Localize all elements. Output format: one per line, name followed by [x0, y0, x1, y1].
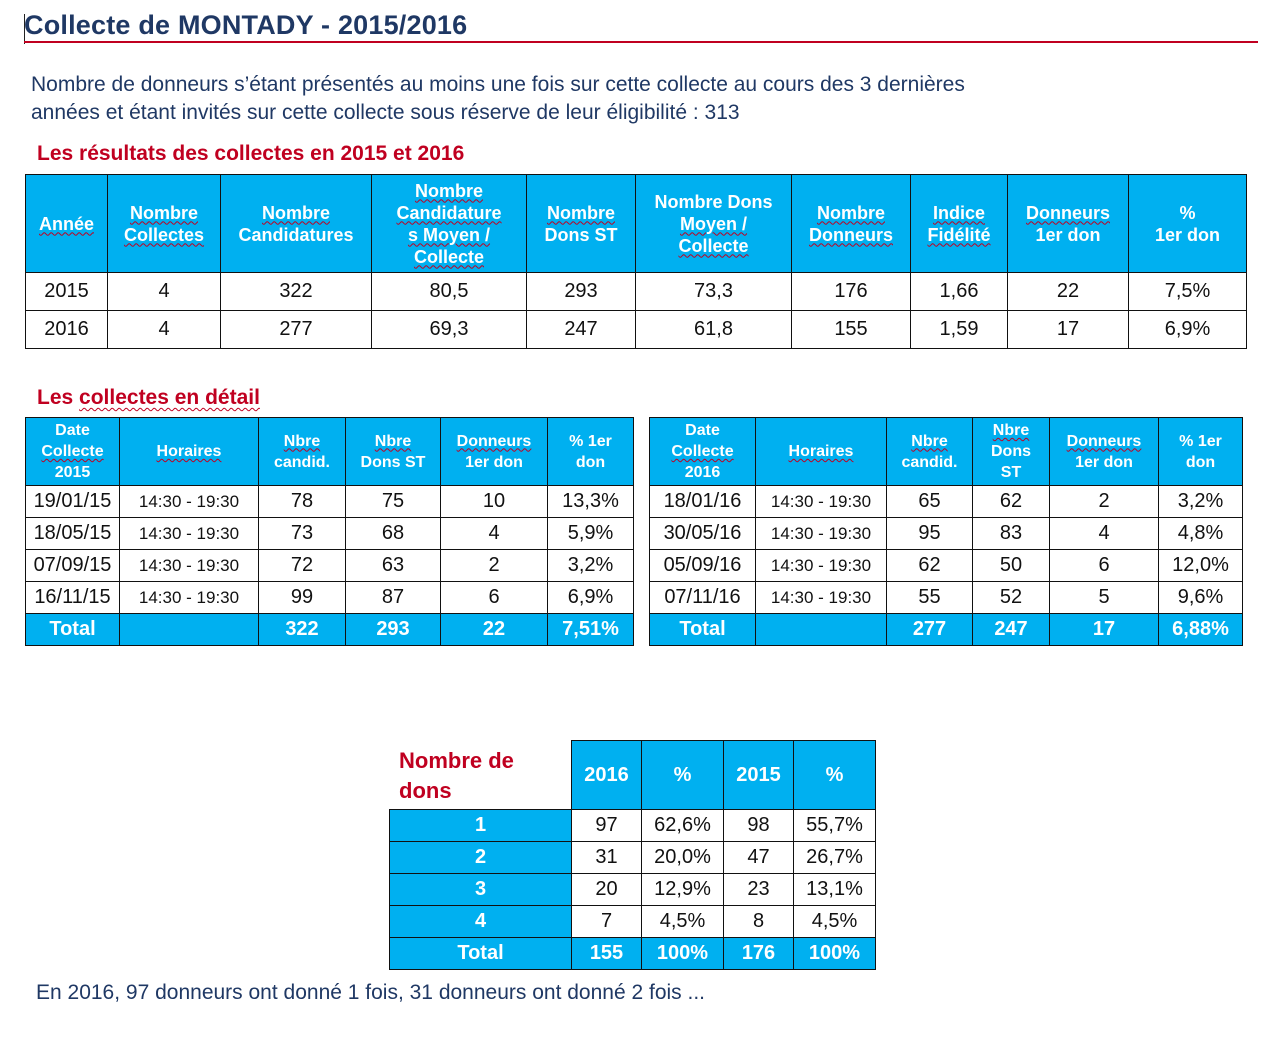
detail-2016-row	[650, 486, 1243, 518]
dons-table	[389, 740, 876, 970]
results-header-3-line-2: s Moyen /	[407, 224, 491, 245]
results-table	[25, 174, 1247, 349]
detail-2015-header-4-line-0: Donneurs	[456, 432, 532, 450]
detail-2015-header-0-line-1: Collecte	[41, 443, 104, 460]
dons-cell: 26,7%	[794, 842, 876, 874]
detail-2015-header-3-line-0: Nbre	[374, 432, 412, 450]
dons-cell: 2	[390, 842, 572, 874]
detail-2016-header-0-line-2: 2016	[684, 464, 721, 481]
dons-total-cell: 176	[724, 938, 794, 970]
detail-section-title-prefix: Les	[37, 386, 80, 409]
detail-2016-cell: 4,8%	[1159, 518, 1243, 550]
results-header-5-line-2: Collecte	[678, 235, 749, 256]
dons-total-cell: Total	[390, 938, 572, 970]
detail-2015-cell: 10	[441, 486, 548, 518]
detail-2015-header-1	[120, 418, 259, 486]
results-header-3-line-1: Candidature	[396, 202, 502, 223]
detail-2016-cell: 52	[973, 582, 1050, 614]
detail-2015-cell: 6,9%	[548, 582, 634, 614]
detail-2016-cell: 07/11/16	[650, 582, 756, 614]
footnote: En 2016, 97 donneurs ont donné 1 fois, 31 donneurs ont donné 2 fois ...	[36, 981, 706, 1004]
results-header-3-line-0: Nombre	[414, 180, 483, 201]
detail-2015-cell: 72	[259, 550, 346, 582]
dons-cell: 55,7%	[794, 810, 876, 842]
detail-2015-row	[26, 486, 634, 518]
dons-cell: 4,5%	[794, 906, 876, 938]
results-header-2-line-0: Nombre	[261, 202, 330, 223]
detail-2015-cell: 14:30 - 19:30	[120, 518, 259, 550]
detail-2016-row	[650, 582, 1243, 614]
detail-2016-header-5-line-1: don	[1185, 453, 1216, 471]
detail-2015-header-2	[259, 418, 346, 486]
dons-cell: 20	[572, 874, 642, 906]
detail-2016-total-cell: 277	[887, 614, 973, 646]
results-header-4-line-0: Nombre	[546, 202, 615, 223]
detail-2016-cell: 9,6%	[1159, 582, 1243, 614]
results-header-2	[221, 175, 372, 273]
detail-2015-header-5-line-0: % 1er	[569, 432, 612, 450]
results-header-6-line-0: Nombre	[816, 202, 885, 223]
detail-2015-total-cell: 22	[441, 614, 548, 646]
results-2015-cell: 322	[221, 273, 372, 311]
detail-2016-header-3-line-0: Nbre	[992, 422, 1030, 439]
detail-section-title-rest: collectes en détail	[79, 386, 260, 409]
detail-table-2015	[25, 417, 634, 646]
dons-header-blank	[390, 741, 572, 810]
dons-row	[390, 842, 876, 874]
dons-header-row	[390, 741, 876, 810]
results-header-0-line-0: Année	[38, 213, 94, 234]
intro-line-2: années et étant invités sur cette collecte sous réserve de leur éligibilité : 313	[31, 101, 740, 124]
detail-2015-header-1-line-0: Horaires	[156, 443, 222, 460]
results-2015-cell: 73,3	[636, 273, 792, 311]
results-header-8-line-0: Donneurs	[1025, 202, 1110, 223]
dons-cell: 31	[572, 842, 642, 874]
detail-2016-cell: 12,0%	[1159, 550, 1243, 582]
detail-2015-cell: 99	[259, 582, 346, 614]
detail-2015-total-cell: 7,51%	[548, 614, 634, 646]
results-header-4	[527, 175, 636, 273]
results-2015-cell: 4	[108, 273, 221, 311]
detail-2015-cell: 87	[346, 582, 441, 614]
dons-total-cell: 100%	[642, 938, 724, 970]
detail-2015-row	[26, 550, 634, 582]
detail-2015-header-3-line-1: Dons ST	[360, 453, 426, 471]
dons-header-3: %	[794, 741, 876, 810]
detail-2016-header-3	[973, 418, 1050, 486]
dons-total-cell: 155	[572, 938, 642, 970]
results-2016-cell: 1,59	[911, 311, 1008, 349]
results-header-1	[108, 175, 221, 273]
results-header-1-line-1: Collectes	[123, 224, 205, 245]
detail-2015-cell: 14:30 - 19:30	[120, 486, 259, 518]
results-header-5-line-0: Nombre Dons	[654, 191, 773, 212]
results-2016-cell: 277	[221, 311, 372, 349]
detail-2016-header-1	[756, 418, 887, 486]
detail-2015-cell: 3,2%	[548, 550, 634, 582]
dons-total-cell: 100%	[794, 938, 876, 970]
detail-2015-cell: 18/05/15	[26, 518, 120, 550]
detail-2015-total-row	[26, 614, 634, 646]
detail-2016-total-cell: 247	[973, 614, 1050, 646]
dons-total-row	[390, 938, 876, 970]
dons-cell: 1	[390, 810, 572, 842]
results-2015-cell: 22	[1008, 273, 1129, 311]
detail-2016-cell: 30/05/16	[650, 518, 756, 550]
detail-2016-header-4	[1050, 418, 1159, 486]
dons-cell: 4	[390, 906, 572, 938]
dons-cell: 20,0%	[642, 842, 724, 874]
results-header-6-line-1: Donneurs	[808, 224, 893, 245]
detail-2015-cell: 07/09/15	[26, 550, 120, 582]
results-header-2-line-1: Candidatures	[238, 224, 354, 245]
dons-row	[390, 810, 876, 842]
detail-2015-cell: 16/11/15	[26, 582, 120, 614]
dons-cell: 8	[724, 906, 794, 938]
results-2016-cell: 155	[792, 311, 911, 349]
detail-2016-cell: 4	[1050, 518, 1159, 550]
detail-2016-cell: 5	[1050, 582, 1159, 614]
results-header-row	[26, 175, 1247, 273]
detail-2016-cell: 55	[887, 582, 973, 614]
dons-header-0: 2016	[572, 741, 642, 810]
detail-2015-header-4	[441, 418, 548, 486]
detail-2016-header-0-line-1: Collecte	[671, 443, 734, 460]
detail-2015-row	[26, 582, 634, 614]
detail-2016-row	[650, 518, 1243, 550]
results-header-7-line-0: Indice	[932, 202, 985, 223]
results-header-4-line-1: Dons ST	[544, 224, 618, 245]
results-header-9-line-1: 1er don	[1154, 224, 1220, 245]
dons-cell: 47	[724, 842, 794, 874]
results-2016-cell: 69,3	[372, 311, 527, 349]
results-section-title: Les résultats des collectes en 2015 et 2016	[37, 142, 465, 165]
detail-2016-header-3-line-2: ST	[1000, 464, 1022, 481]
dons-row	[390, 874, 876, 906]
detail-2016-cell: 14:30 - 19:30	[756, 486, 887, 518]
results-2015-cell: 80,5	[372, 273, 527, 311]
results-2015-cell: 176	[792, 273, 911, 311]
detail-2016-cell: 50	[973, 550, 1050, 582]
results-header-3-line-3: Collecte	[413, 246, 485, 267]
detail-2015-row	[26, 518, 634, 550]
detail-2016-cell: 62	[887, 550, 973, 582]
results-header-5	[636, 175, 792, 273]
detail-2016-cell: 3,2%	[1159, 486, 1243, 518]
detail-2015-header-row	[26, 418, 634, 486]
detail-2015-header-3	[346, 418, 441, 486]
dons-row	[390, 906, 876, 938]
results-header-0	[26, 175, 108, 273]
dons-cell: 62,6%	[642, 810, 724, 842]
detail-2016-header-2	[887, 418, 973, 486]
dons-header-1: %	[642, 741, 724, 810]
results-2016-cell: 61,8	[636, 311, 792, 349]
detail-2015-cell: 13,3%	[548, 486, 634, 518]
results-header-5-line-1: Moyen /	[679, 213, 747, 234]
detail-2016-total-cell	[756, 614, 887, 646]
dons-cell: 7	[572, 906, 642, 938]
results-header-8-line-1: 1er don	[1035, 224, 1101, 245]
detail-2015-header-5-line-1: don	[575, 453, 606, 471]
detail-2016-total-cell: 6,88%	[1159, 614, 1243, 646]
detail-2015-header-0-line-0: Date	[55, 422, 90, 439]
detail-2016-header-0	[650, 418, 756, 486]
detail-2016-cell: 14:30 - 19:30	[756, 550, 887, 582]
results-2016-cell: 4	[108, 311, 221, 349]
detail-2016-header-1-line-0: Horaires	[788, 443, 854, 460]
dons-cell: 13,1%	[794, 874, 876, 906]
dons-cell: 23	[724, 874, 794, 906]
detail-2015-total-cell: 293	[346, 614, 441, 646]
results-header-8	[1008, 175, 1129, 273]
detail-2015-header-5	[548, 418, 634, 486]
dons-cell: 12,9%	[642, 874, 724, 906]
detail-2015-cell: 2	[441, 550, 548, 582]
detail-2015-cell: 78	[259, 486, 346, 518]
detail-2016-header-4-line-0: Donneurs	[1066, 432, 1142, 450]
detail-2015-cell: 5,9%	[548, 518, 634, 550]
detail-2015-header-2-line-0: Nbre	[283, 432, 321, 450]
results-2015-cell: 1,66	[911, 273, 1008, 311]
title-divider	[24, 41, 1258, 43]
dons-label-line-1: Nombre de	[399, 748, 514, 773]
results-2016-row	[26, 311, 1247, 349]
detail-2015-cell: 19/01/15	[26, 486, 120, 518]
intro-line-1: Nombre de donneurs s’étant présentés au moins une fois sur cette collecte au cours des 3 dernières	[31, 73, 965, 96]
results-header-9	[1129, 175, 1247, 273]
detail-2016-cell: 14:30 - 19:30	[756, 518, 887, 550]
detail-2015-cell: 14:30 - 19:30	[120, 582, 259, 614]
detail-2015-total-cell: Total	[26, 614, 120, 646]
results-2016-cell: 6,9%	[1129, 311, 1247, 349]
results-header-7-line-1: Fidélité	[927, 224, 991, 245]
detail-2015-header-0	[26, 418, 120, 486]
detail-2015-cell: 75	[346, 486, 441, 518]
results-header-6	[792, 175, 911, 273]
page-title: Collecte de MONTADY - 2015/2016	[24, 10, 468, 40]
detail-2015-total-cell	[120, 614, 259, 646]
dons-label-line-2: dons	[399, 778, 452, 803]
detail-2016-total-cell: 17	[1050, 614, 1159, 646]
results-2016-cell: 2016	[26, 311, 108, 349]
results-header-9-line-0: %	[1179, 202, 1196, 223]
results-header-1-line-0: Nombre	[129, 202, 198, 223]
detail-2016-cell: 14:30 - 19:30	[756, 582, 887, 614]
detail-2016-header-5-line-0: % 1er	[1179, 432, 1222, 450]
detail-2015-cell: 63	[346, 550, 441, 582]
detail-2016-header-5	[1159, 418, 1243, 486]
results-header-3	[372, 175, 527, 273]
detail-2016-row	[650, 550, 1243, 582]
detail-2016-header-4-line-1: 1er don	[1075, 453, 1133, 471]
dons-cell: 98	[724, 810, 794, 842]
dons-cell: 4,5%	[642, 906, 724, 938]
detail-2016-cell: 95	[887, 518, 973, 550]
dons-header-2: 2015	[724, 741, 794, 810]
results-header-7	[911, 175, 1008, 273]
results-2016-cell: 247	[527, 311, 636, 349]
detail-2015-cell: 4	[441, 518, 548, 550]
detail-2016-total-row	[650, 614, 1243, 646]
results-2015-cell: 293	[527, 273, 636, 311]
detail-2016-cell: 2	[1050, 486, 1159, 518]
dons-cell: 97	[572, 810, 642, 842]
detail-2015-cell: 14:30 - 19:30	[120, 550, 259, 582]
detail-2016-cell: 65	[887, 486, 973, 518]
detail-2016-cell: 05/09/16	[650, 550, 756, 582]
detail-2015-header-4-line-1: 1er don	[465, 453, 523, 471]
detail-2016-header-3-line-1: Dons	[991, 443, 1031, 460]
detail-2016-header-0-line-0: Date	[685, 422, 720, 439]
detail-2016-cell: 83	[973, 518, 1050, 550]
detail-section-title	[37, 386, 260, 410]
results-2015-cell: 2015	[26, 273, 108, 311]
detail-2015-header-2-line-1: candid.	[273, 453, 330, 471]
results-2016-cell: 17	[1008, 311, 1129, 349]
detail-table-2016	[649, 417, 1243, 646]
detail-2016-header-2-line-1: candid.	[901, 453, 958, 471]
detail-2016-cell: 18/01/16	[650, 486, 756, 518]
detail-2015-header-0-line-2: 2015	[54, 464, 91, 481]
detail-2015-cell: 73	[259, 518, 346, 550]
detail-2016-header-row	[650, 418, 1243, 486]
detail-2015-total-cell: 322	[259, 614, 346, 646]
detail-2016-total-cell: Total	[650, 614, 756, 646]
results-2015-cell: 7,5%	[1129, 273, 1247, 311]
intro-paragraph	[31, 71, 1131, 127]
detail-2016-cell: 62	[973, 486, 1050, 518]
detail-2016-cell: 6	[1050, 550, 1159, 582]
results-2015-row	[26, 273, 1247, 311]
dons-cell: 3	[390, 874, 572, 906]
detail-2015-cell: 68	[346, 518, 441, 550]
detail-2016-header-2-line-0: Nbre	[911, 432, 948, 450]
detail-2015-cell: 6	[441, 582, 548, 614]
